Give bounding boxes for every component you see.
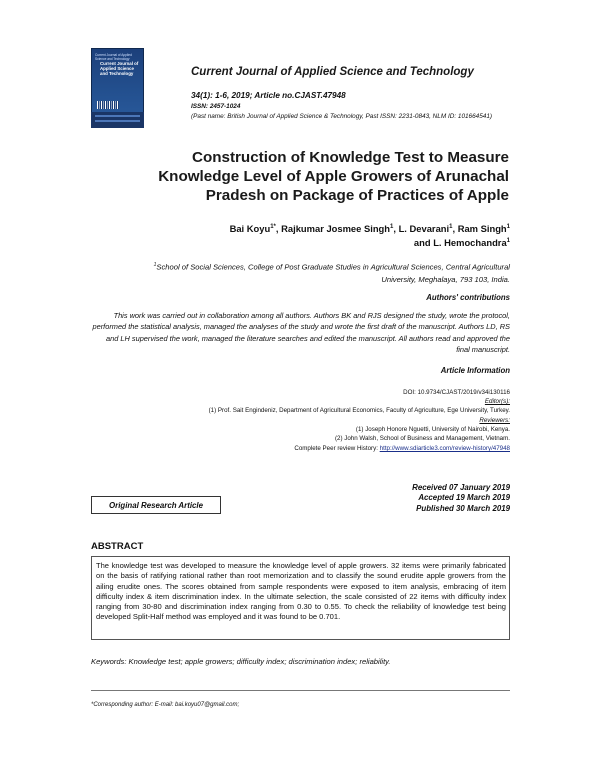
- cover-header-text: Current Journal of Applied Science and Technology: [95, 53, 132, 61]
- paper-title: Construction of Knowledge Test to Measure Knowledge Level of Apple Growers of Arunachal Pradesh on Package of Practices of Apple: [158, 149, 509, 204]
- reviewer-entry: (1) Joseph Honore Nguetti, University of Nairobi, Kenya.: [355, 426, 510, 433]
- issue-line: 34(1): 1-6, 2019; Article no.CJAST.47948: [191, 91, 346, 100]
- abstract-text: The knowledge test was developed to measure the knowledge level of apple growers. 32 items were primarily fabricated on the basis of ratifying rational rather than root memorization and to classify the sound erudite apple growers from the ailing erudite ones. The scores obtained from sample respondents were exposed to item analysis, embracing of item difficulty index & item discrimination index. In the ultimate selection, the scale consisted of 22 items with difficulty index ranging from 30-80 and discrimination index ranging from 0.30 to 0.55. To check the reliability of knowledge test being developed Split-Half method was employed and it was found to be 0.701.: [91, 556, 510, 640]
- author-name: L. Hemochandra: [433, 237, 507, 249]
- past-name-note: (Past name: British Journal of Applied Science & Technology, Past ISSN: 2231-0843, NLM ID: 101664541): [191, 113, 493, 120]
- contributions-text: This work was carried out in collaboration among all authors. Authors BK and RJS designed the study, wrote the protocol, performed the statistical analysis, managed the analyses of the study and wrote the first draft of the manuscript. Authors LD, RS and LH supervised the work, managed the literature searches and edited the manuscript. All authors read and approved the final manuscript.: [92, 311, 510, 354]
- corresponding-author-note: *Corresponding author: E-mail: bai.koyu07@gmail.com;: [91, 702, 240, 708]
- author-affiliation-mark: 1: [449, 224, 453, 230]
- abstract-heading: ABSTRACT: [91, 541, 144, 552]
- peer-review-link[interactable]: http://www.sdiarticle3.com/review-history/47948: [379, 445, 510, 452]
- cover-title: Current Journal of Applied Science and Technology: [100, 61, 139, 76]
- author-list: Bai Koyu$^{1*}$, Rajkumar Josmee Singh$^1$, L. Devarani$^1$, Ram Singh$^1$ and L. Hemochandra$^1$: [229, 223, 510, 249]
- footnote-divider: [91, 690, 510, 691]
- author-name: Bai Koyu: [229, 223, 271, 235]
- author-affiliation-mark: 1: [506, 224, 510, 230]
- barcode-icon: [97, 101, 119, 109]
- article-type-badge: Original Research Article: [91, 496, 221, 514]
- doi: DOI: 10.9734/CJAST/2019/v34i130116: [403, 389, 510, 396]
- keywords: Keywords: Knowledge test; apple growers; difficulty index; discrimination index; reliability.: [91, 657, 391, 666]
- peer-review-history: [180, 444, 510, 453]
- editors-label: Editor(s):: [484, 398, 510, 405]
- peer-review-label: Complete Peer review History:: [294, 445, 378, 452]
- editor-entry: (1) Prof. Sait Engindeniz, Department of Agricultural Economics, Faculty of Agriculture, Ege University, Turkey.: [208, 407, 510, 414]
- affiliation-text: School of Social Sciences, College of Post Graduate Studies in Agricultural Sciences, Central Agricultural University, Meghalaya, 793 103, India.: [156, 262, 510, 284]
- reviewer-entry: (2) John Walsh, School of Business and Management, Vietnam.: [334, 435, 510, 442]
- received-date: Received 07 January 2019: [412, 483, 510, 492]
- author-affiliation-mark: 1: [390, 224, 394, 230]
- author-affiliation-mark: 1: [506, 238, 510, 245]
- cover-footer-band: [91, 112, 144, 128]
- journal-cover-image: [91, 48, 144, 128]
- affiliation: [150, 259, 510, 286]
- affiliation-mark: 1: [153, 262, 157, 268]
- author-name: Rajkumar Josmee Singh: [281, 223, 391, 235]
- contributions-heading: Authors' contributions: [426, 293, 510, 302]
- issn-line: ISSN: 2457-1024: [191, 103, 241, 110]
- publication-dates: [330, 483, 510, 514]
- accepted-date: Accepted 19 March 2019: [418, 493, 510, 503]
- author-affiliation-mark: 1*: [270, 224, 276, 230]
- author-name: Ram Singh: [457, 223, 507, 235]
- journal-title: Current Journal of Applied Science and Technology: [191, 66, 474, 78]
- reviewers-label: Reviewers:: [479, 417, 510, 424]
- published-date: Published 30 March 2019: [416, 503, 510, 513]
- author-name: L. Devarani: [398, 223, 450, 235]
- article-info-heading: Article Information: [440, 366, 510, 375]
